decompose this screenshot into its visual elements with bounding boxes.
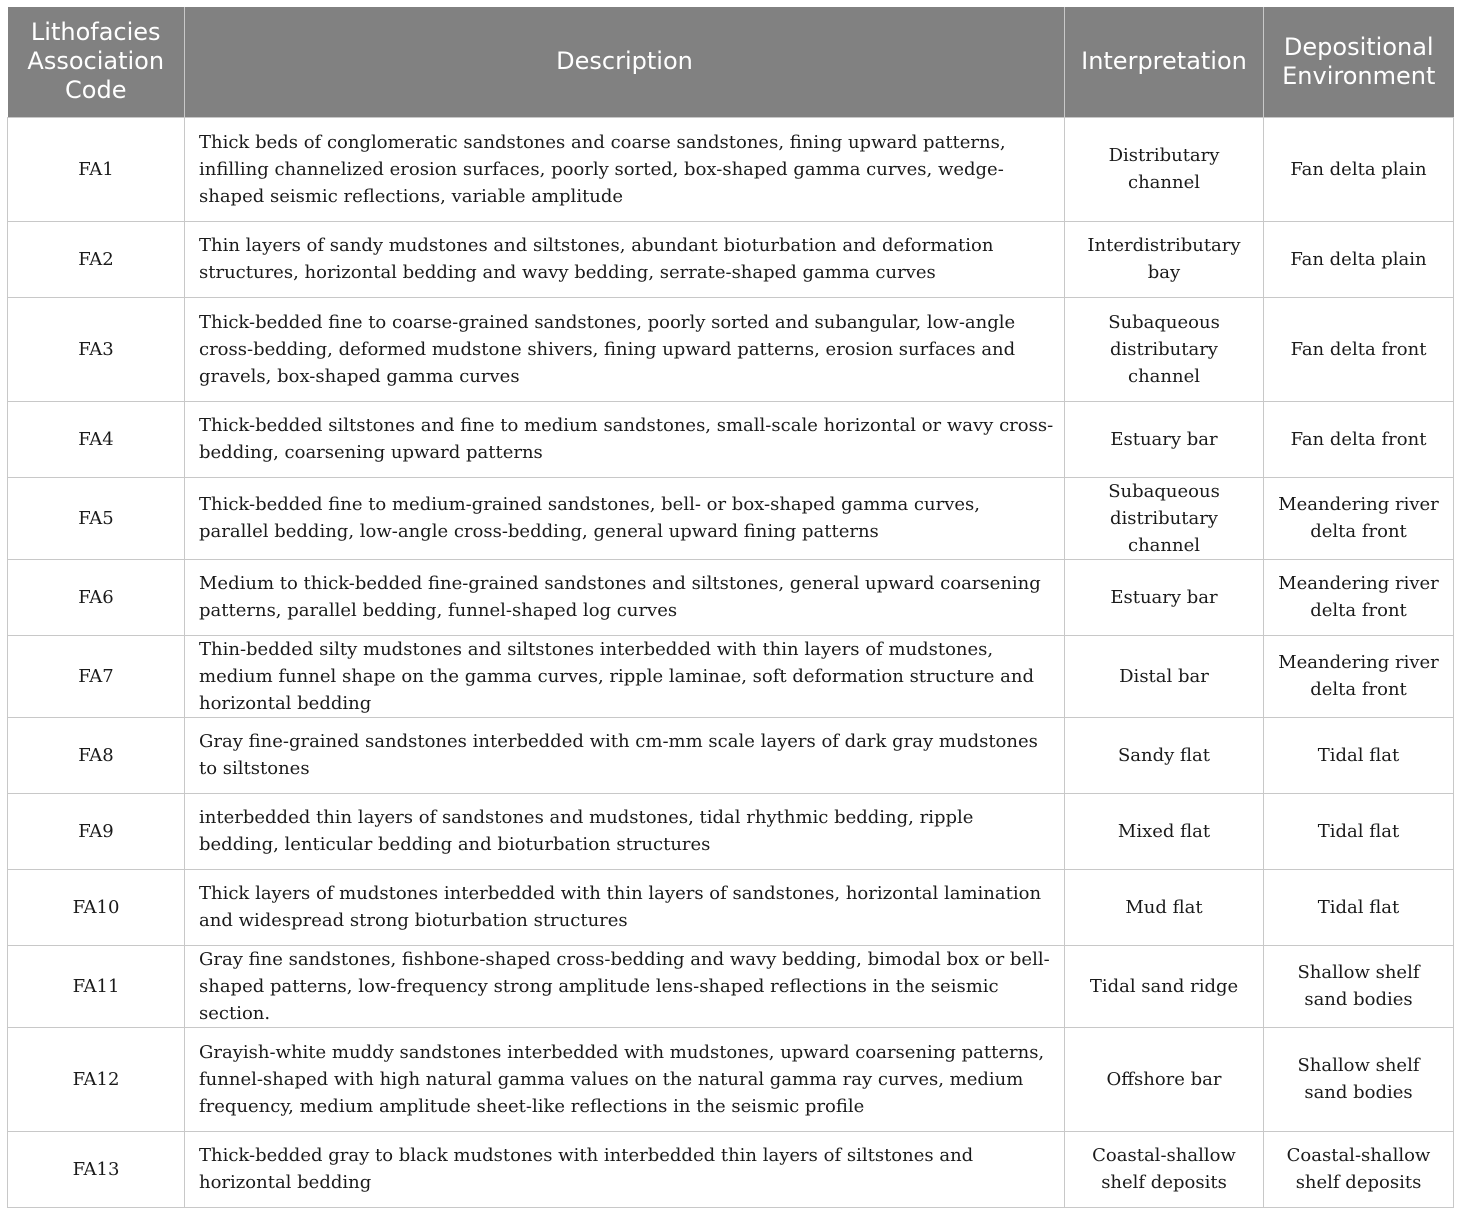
table-row [8, 717, 1454, 793]
cell-code: FA13 [8, 1131, 185, 1207]
cell-description: Thin-bedded silty mudstones and siltstones interbedded with thin layers of mudstones, medium funnel shape on the gamma curves, ripple laminae, soft deformation structure and horizontal bedding [185, 635, 1065, 717]
cell-environment: Meandering river delta front [1264, 477, 1454, 559]
cell-code: FA5 [8, 477, 185, 559]
cell-description: Medium to thick-bedded fine-grained sandstones and siltstones, general upward coarsening patterns, parallel bedding, funnel-shaped log curves [185, 559, 1065, 635]
cell-description: Thick-bedded fine to medium-grained sandstones, bell- or box-shaped gamma curves, parallel bedding, low-angle cross-bedding, general upward fining patterns [185, 477, 1065, 559]
table-row [8, 1027, 1454, 1131]
cell-interpretation: Offshore bar [1065, 1027, 1264, 1131]
cell-code: FA12 [8, 1027, 185, 1131]
cell-interpretation: Sandy flat [1065, 717, 1264, 793]
table-container [7, 7, 1453, 1208]
lithofacies-table [7, 7, 1454, 1208]
table-row [8, 117, 1454, 221]
cell-description: Thick layers of mudstones interbedded with thin layers of sandstones, horizontal lamination and widespread strong bioturbation structures [185, 869, 1065, 945]
cell-interpretation: Mud flat [1065, 869, 1264, 945]
table-row [8, 401, 1454, 477]
cell-interpretation: Subaqueous distributary channel [1065, 297, 1264, 401]
cell-interpretation: Interdistributary bay [1065, 221, 1264, 297]
cell-description: Thick beds of conglomeratic sandstones and coarse sandstones, fining upward patterns, infilling channelized erosion surfaces, poorly sorted, box-shaped gamma curves, wedge-shaped seismic reflections, variable amplitude [185, 117, 1065, 221]
cell-interpretation: Estuary bar [1065, 559, 1264, 635]
cell-interpretation: Mixed flat [1065, 793, 1264, 869]
table-row [8, 297, 1454, 401]
table-row [8, 221, 1454, 297]
table-header [8, 7, 1454, 117]
table-row [8, 559, 1454, 635]
cell-environment: Tidal flat [1264, 793, 1454, 869]
cell-code: FA7 [8, 635, 185, 717]
table-row [8, 477, 1454, 559]
cell-code: FA1 [8, 117, 185, 221]
cell-environment: Coastal-shallow shelf deposits [1264, 1131, 1454, 1207]
table-body [8, 117, 1454, 1207]
cell-environment: Fan delta front [1264, 297, 1454, 401]
header-description: Description [185, 7, 1065, 117]
cell-environment: Tidal flat [1264, 717, 1454, 793]
cell-code: FA10 [8, 869, 185, 945]
cell-description: Gray fine-grained sandstones interbedded with cm-mm scale layers of dark gray mudstones to siltstones [185, 717, 1065, 793]
cell-interpretation: Distal bar [1065, 635, 1264, 717]
header-interpretation: Interpretation [1065, 7, 1264, 117]
cell-environment: Fan delta plain [1264, 117, 1454, 221]
cell-code: FA11 [8, 945, 185, 1027]
cell-description: interbedded thin layers of sandstones and mudstones, tidal rhythmic bedding, ripple bedding, lenticular bedding and bioturbation structures [185, 793, 1065, 869]
table-row [8, 635, 1454, 717]
cell-description: Gray fine sandstones, fishbone-shaped cross-bedding and wavy bedding, bimodal box or bell-shaped patterns, low-frequency strong amplitude lens-shaped reflections in the seismic section. [185, 945, 1065, 1027]
cell-interpretation: Distributary channel [1065, 117, 1264, 221]
cell-interpretation: Subaqueous distributary channel [1065, 477, 1264, 559]
table-row [8, 945, 1454, 1027]
cell-environment: Meandering river delta front [1264, 635, 1454, 717]
cell-description: Thick-bedded siltstones and fine to medium sandstones, small-scale horizontal or wavy cross-bedding, coarsening upward patterns [185, 401, 1065, 477]
cell-description: Grayish-white muddy sandstones interbedded with mudstones, upward coarsening patterns, funnel-shaped with high natural gamma values on the natural gamma ray curves, medium frequency, medium amplitude sheet-like reflections in the seismic profile [185, 1027, 1065, 1131]
cell-interpretation: Tidal sand ridge [1065, 945, 1264, 1027]
cell-description: Thick-bedded gray to black mudstones with interbedded thin layers of siltstones and horizontal bedding [185, 1131, 1065, 1207]
cell-environment: Fan delta front [1264, 401, 1454, 477]
cell-environment: Tidal flat [1264, 869, 1454, 945]
cell-interpretation: Coastal-shallow shelf deposits [1065, 1131, 1264, 1207]
cell-description: Thick-bedded fine to coarse-grained sandstones, poorly sorted and subangular, low-angle cross-bedding, deformed mudstone shivers, fining upward patterns, erosion surfaces and gravels, box-shaped gamma curves [185, 297, 1065, 401]
cell-code: FA2 [8, 221, 185, 297]
cell-code: FA8 [8, 717, 185, 793]
cell-environment: Fan delta plain [1264, 221, 1454, 297]
cell-code: FA9 [8, 793, 185, 869]
cell-code: FA4 [8, 401, 185, 477]
table-row [8, 869, 1454, 945]
cell-environment: Meandering river delta front [1264, 559, 1454, 635]
cell-environment: Shallow shelf sand bodies [1264, 945, 1454, 1027]
header-environment: Depositional Environment [1264, 7, 1454, 117]
cell-code: FA6 [8, 559, 185, 635]
cell-environment: Shallow shelf sand bodies [1264, 1027, 1454, 1131]
cell-interpretation: Estuary bar [1065, 401, 1264, 477]
table-row [8, 793, 1454, 869]
cell-code: FA3 [8, 297, 185, 401]
cell-description: Thin layers of sandy mudstones and siltstones, abundant bioturbation and deformation structures, horizontal bedding and wavy bedding, serrate-shaped gamma curves [185, 221, 1065, 297]
header-code: Lithofacies Association Code [8, 7, 185, 117]
